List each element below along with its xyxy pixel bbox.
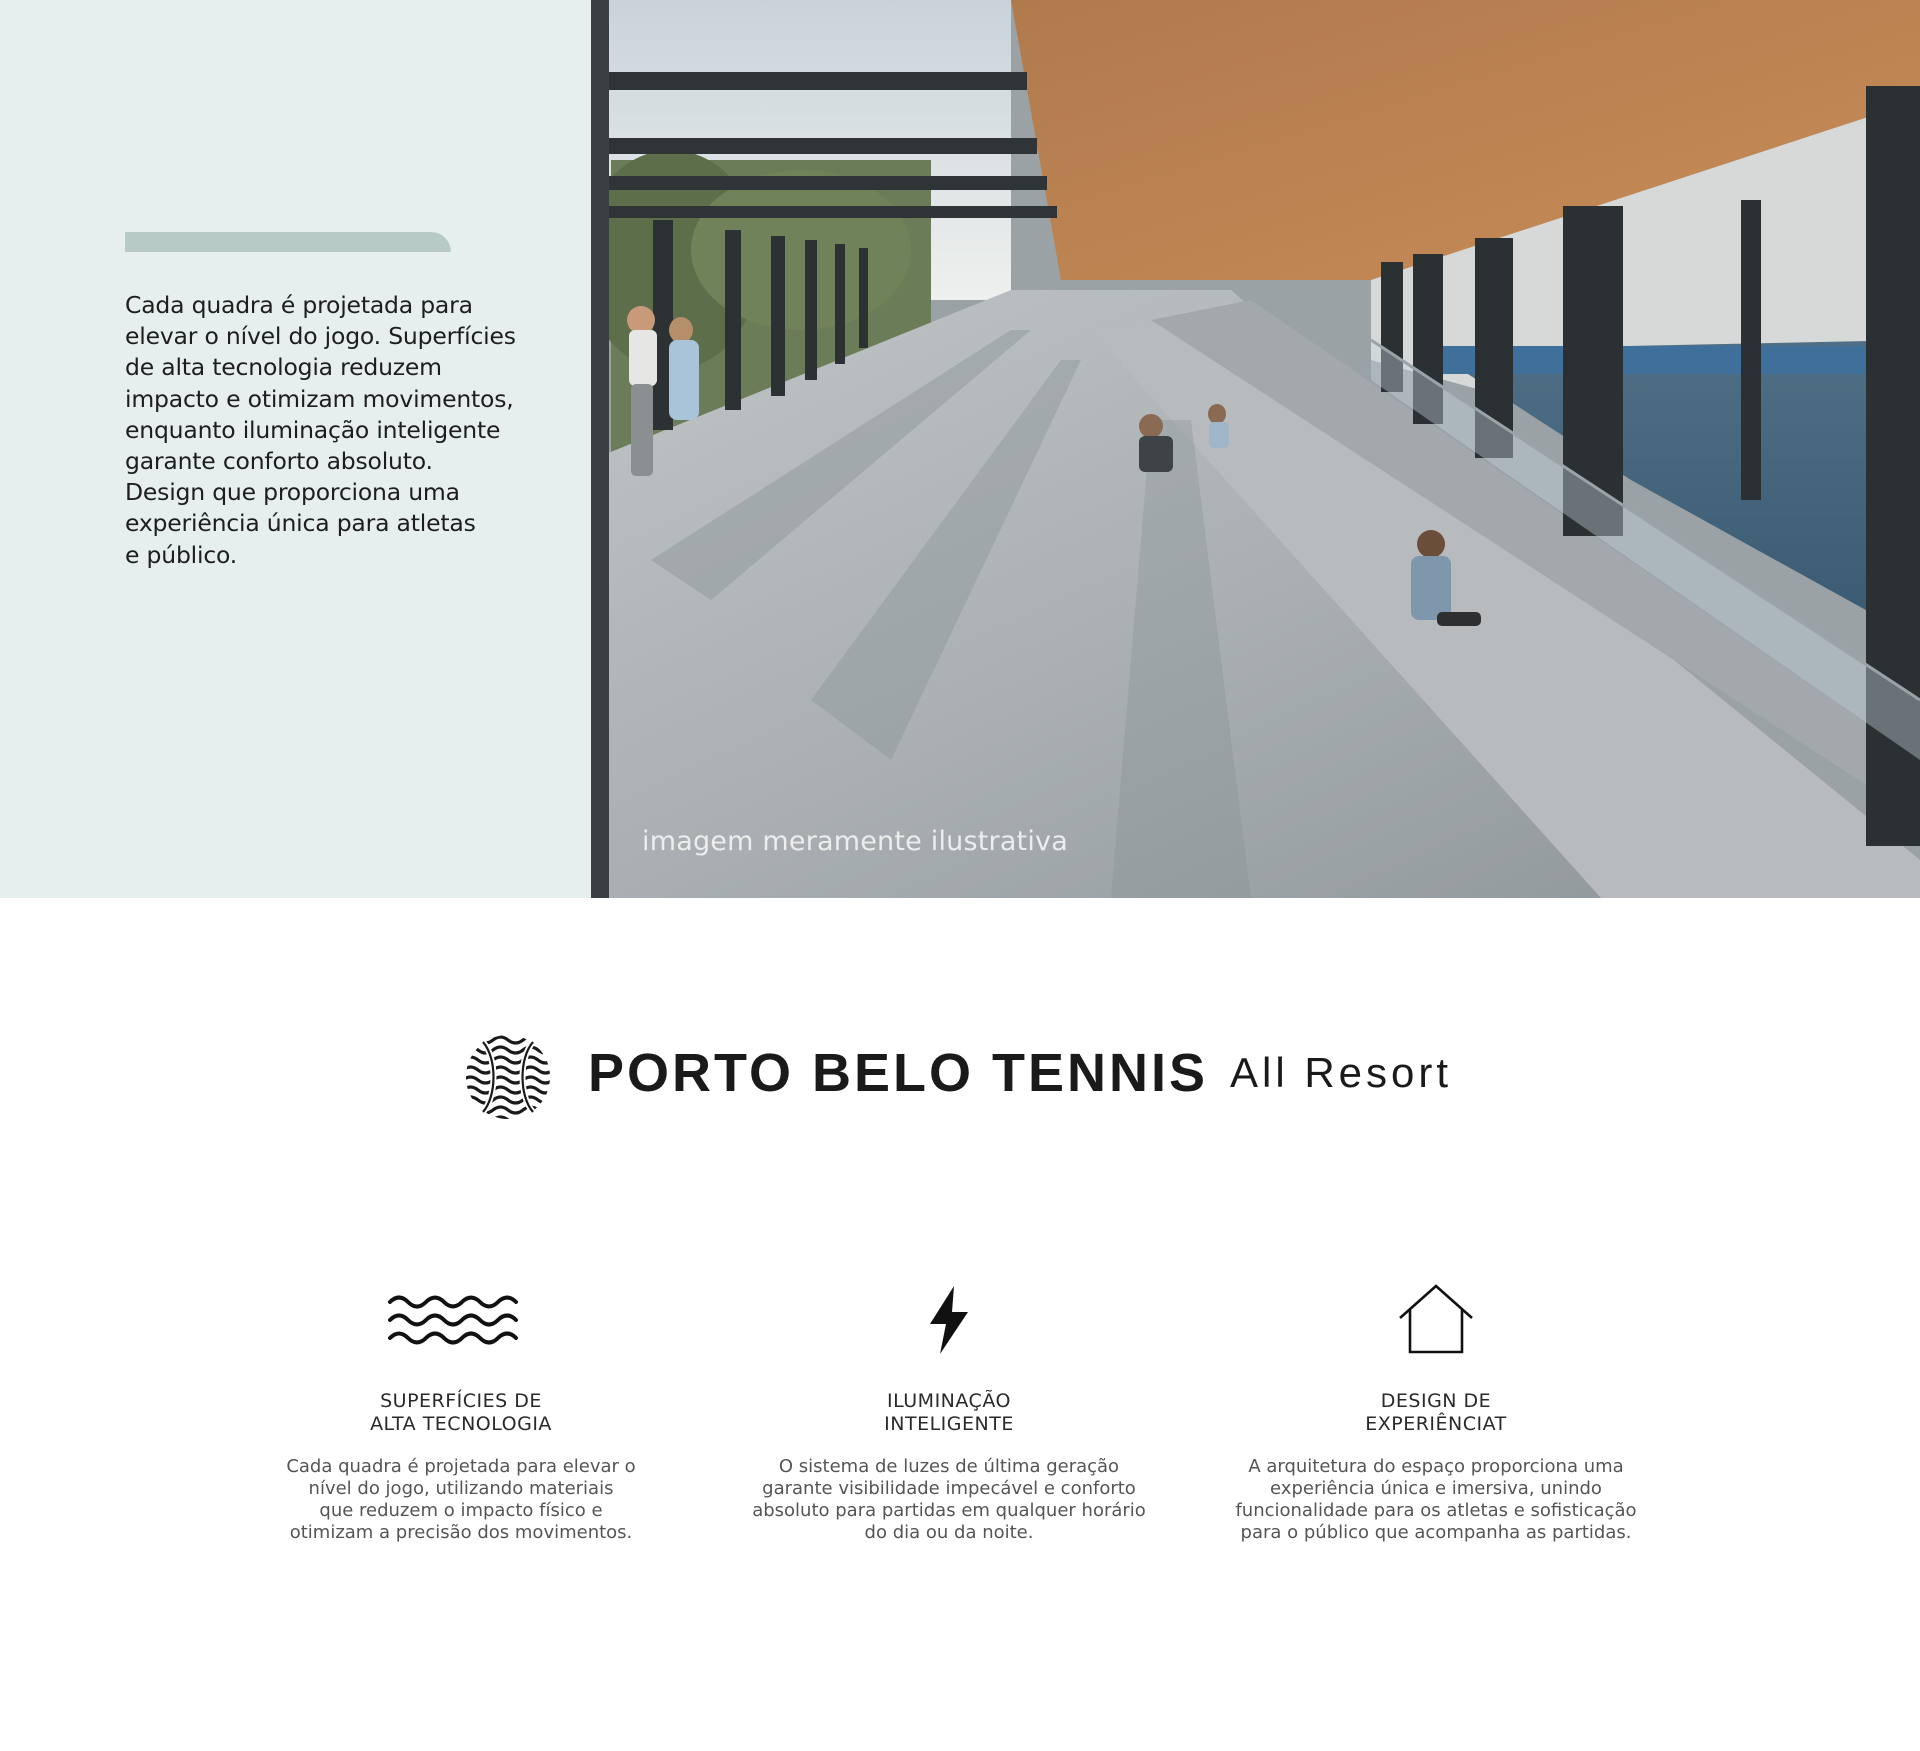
tennis-walkway-illustration: [591, 0, 1920, 898]
house-icon: [1216, 1280, 1656, 1360]
feature-description: A arquitetura do espaço proporciona uma experiência única e imersiva, unindo funcionalidade para os atletas e sofisticação para o público que acompanha as partidas.: [1235, 1456, 1637, 1543]
image-caption: imagem meramente ilustrativa: [642, 826, 1068, 857]
feature-title: SUPERFÍCIES DE ALTA TECNOLOGIA: [370, 1390, 552, 1435]
feature-lighting: [729, 1280, 1169, 1544]
waves-icon: [241, 1280, 681, 1360]
feature-surfaces: [241, 1280, 681, 1544]
brand-section: [0, 1030, 1920, 1125]
feature-description: O sistema de luzes de última geração garante visibilidade impecável e conforto absoluto para partidas em qualquer horário do dia ou da noite.: [752, 1456, 1146, 1543]
accent-bar: [125, 232, 451, 252]
lightning-bolt-icon: [729, 1280, 1169, 1360]
feature-title: ILUMINAÇÃO INTELIGENTE: [884, 1390, 1014, 1435]
tennis-ball-waves-icon: [463, 1034, 553, 1120]
brand-name: PORTO BELO TENNIS: [588, 1043, 1209, 1103]
feature-design: [1216, 1280, 1656, 1544]
brand-subtitle: All Resort: [1230, 1049, 1453, 1096]
intro-panel: [0, 0, 591, 898]
hero-image: [591, 0, 1920, 898]
intro-text: Cada quadra é projetada para elevar o nível do jogo. Superfícies de alta tecnologia reduzem impacto e otimizam movimentos, enquanto iluminação inteligente garante conforto absoluto. Design que proporciona uma experiência única para atletas e público.: [125, 291, 516, 569]
feature-description: Cada quadra é projetada para elevar o nível do jogo, utilizando materiais que reduzem o impacto físico e otimizam a precisão dos movimentos.: [286, 1456, 636, 1543]
feature-title: DESIGN DE EXPERIÊNCIAT: [1365, 1390, 1507, 1435]
